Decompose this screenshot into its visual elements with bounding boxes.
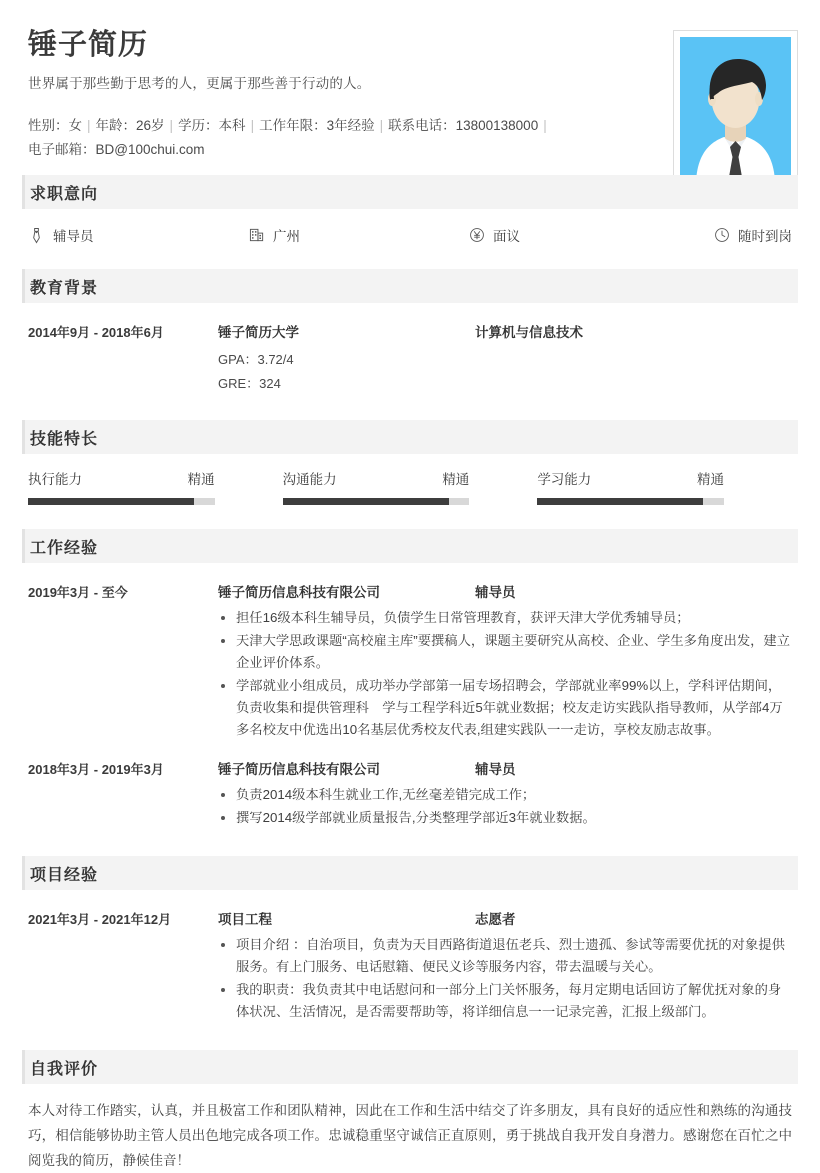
necktie-icon <box>28 227 45 244</box>
education-gre: GRE：324 <box>218 376 281 391</box>
skill-progress-track <box>28 498 215 505</box>
work-date: 2019年3月 - 至今 <box>28 585 128 600</box>
contact-meta-item: 年龄：26岁 <box>95 117 165 133</box>
skill-item <box>537 468 792 505</box>
project-date: 2021年3月 - 2021年12月 <box>28 912 172 927</box>
list-item: 项目介绍 ：自治项目，负责为天目西路街道退伍老兵、烈士遗孤、参试等需要优抚的对象提供服务。有上门服务、电话慰籍、便民义诊等服务内容，带去温暖与关心。 <box>218 934 792 978</box>
skill-progress-fill <box>537 498 703 505</box>
education-major: 计算机与信息技术 <box>475 325 583 340</box>
work-company: 锤子简历信息科技有限公司 <box>218 585 380 600</box>
skill-progress-track <box>283 498 470 505</box>
section-band-summary <box>22 1050 798 1084</box>
section-title: 自我评价 <box>30 1060 99 1078</box>
meta-separator: | <box>169 117 174 133</box>
clock-icon <box>713 227 730 244</box>
resume-header <box>0 0 820 175</box>
list-item: 学部就业小组成员，成功举办学部第一届专场招聘会，学部就业率99%以上，学科评估期间，负责收集和提供管理科 学与工程学科近5年就业数据；校友走访实践队指导教师，从学部4万多名校友中优选出10名基层优秀校友代表,组建实践队一一走访，享校友励志故事。 <box>218 675 792 741</box>
avatar-frame <box>673 30 798 188</box>
avatar <box>680 37 791 181</box>
work-entry <box>0 581 820 742</box>
summary-text: 本人对待工作踏实，认真，并且极富工作和团队精神，因此在工作和生活中结交了许多朋友，具有良好的适应性和熟练的沟通技巧，相信能够协助主管人员出色地完成各项工作。忠诚稳重坚守诚信正直原则，勇于挑战自我开发自身潜力。感谢您在百忙之中阅览我的简历，静候佳音！ <box>28 1103 792 1168</box>
skill-level-label: 精通 <box>442 472 470 487</box>
section-title: 求职意向 <box>30 185 99 203</box>
section-band-skills <box>22 420 798 454</box>
section-summary <box>0 1050 820 1173</box>
yen-circle-icon <box>468 227 485 244</box>
skill-name: 学习能力 <box>537 472 592 487</box>
section-intent <box>0 175 820 245</box>
education-school: 锤子简历大学 <box>218 325 299 340</box>
project-bullets <box>218 934 792 1023</box>
skill-progress-fill <box>28 498 194 505</box>
section-skills <box>0 420 820 505</box>
list-item: 撰写2014级学部就业质量报告,分类整理学部近3年就业数据。 <box>218 807 792 829</box>
section-title: 项目经验 <box>30 866 99 884</box>
intent-item-salary <box>468 225 688 245</box>
intent-label: 广州 <box>273 229 300 244</box>
intent-item-availability <box>713 225 792 245</box>
intent-label: 随时到岗 <box>738 229 792 244</box>
skill-progress-fill <box>283 498 449 505</box>
meta-separator: | <box>250 117 255 133</box>
list-item: 担任16级本科生辅导员，负债学生日常管理教育，获评天津大学优秀辅导员； <box>218 607 792 629</box>
list-item: 天津大学思政课题“高校雇主库”要撰稿人，课题主要研究从高校、企业、学生多角度出发，建立企业评价体系。 <box>218 630 792 674</box>
list-item: 我的职责：我负责其中电话慰问和一部分上门关怀服务，每月定期电话回访了解优抚对象的身体状况、生活情况，是否需要帮助等，将详细信息一一记录完善，汇报上级部门。 <box>218 979 792 1023</box>
education-gpa: GPA：3.72/4 <box>218 352 294 367</box>
section-band-education <box>22 269 798 303</box>
section-title: 教育背景 <box>30 279 99 297</box>
header-motto: 世界属于那些勤于思考的人，更属于那些善于行动的人。 <box>28 75 371 91</box>
project-name: 项目工程 <box>218 912 272 927</box>
skill-item <box>28 468 283 505</box>
section-project <box>0 856 820 1024</box>
work-bullets <box>218 607 792 741</box>
skill-level-label: 精通 <box>187 472 215 487</box>
skills-list <box>0 454 820 505</box>
avatar-illustration <box>680 37 791 181</box>
contact-meta <box>28 114 598 162</box>
section-band-work <box>22 529 798 563</box>
education-date: 2014年9月 - 2018年6月 <box>28 325 164 340</box>
meta-separator: | <box>379 117 384 133</box>
contact-meta-item: 电子邮箱：BD@100chui.com <box>28 141 205 157</box>
project-role: 志愿者 <box>475 912 516 927</box>
skill-level-label: 精通 <box>696 472 724 487</box>
work-company: 锤子简历信息科技有限公司 <box>218 762 380 777</box>
list-item: 负责2014级本科生就业工作,无丝毫差错完成工作； <box>218 784 792 806</box>
section-title: 技能特长 <box>30 430 99 448</box>
work-date: 2018年3月 - 2019年3月 <box>28 762 164 777</box>
intent-item-position <box>28 225 248 245</box>
contact-meta-item: 学历：本科 <box>178 117 246 133</box>
intent-label: 辅导员 <box>53 229 94 244</box>
intent-items <box>0 209 820 245</box>
contact-meta-item: 联系电话：13800138000 <box>388 117 539 133</box>
project-entry <box>0 908 820 1024</box>
skill-name: 执行能力 <box>28 472 82 487</box>
building-icon <box>248 227 265 244</box>
contact-meta-item: 性别：女 <box>28 117 82 133</box>
skill-progress-track <box>537 498 724 505</box>
intent-item-city <box>248 225 468 245</box>
skill-name: 沟通能力 <box>282 472 337 487</box>
section-band-intent <box>22 175 798 209</box>
section-band-project <box>22 856 798 890</box>
work-bullets <box>218 784 792 829</box>
section-work <box>0 529 820 830</box>
meta-separator: | <box>543 117 547 133</box>
work-entry <box>0 758 820 830</box>
skill-item <box>283 468 538 505</box>
intent-label: 面议 <box>493 229 520 244</box>
work-position: 辅导员 <box>475 762 516 777</box>
contact-meta-item: 工作年限：3年经验 <box>259 117 375 133</box>
education-entry <box>0 321 820 394</box>
meta-separator: | <box>87 117 91 133</box>
section-education <box>0 269 820 394</box>
section-title: 工作经验 <box>30 539 99 557</box>
work-position: 辅导员 <box>475 585 516 600</box>
page-title: 锤子简历 <box>28 29 149 61</box>
